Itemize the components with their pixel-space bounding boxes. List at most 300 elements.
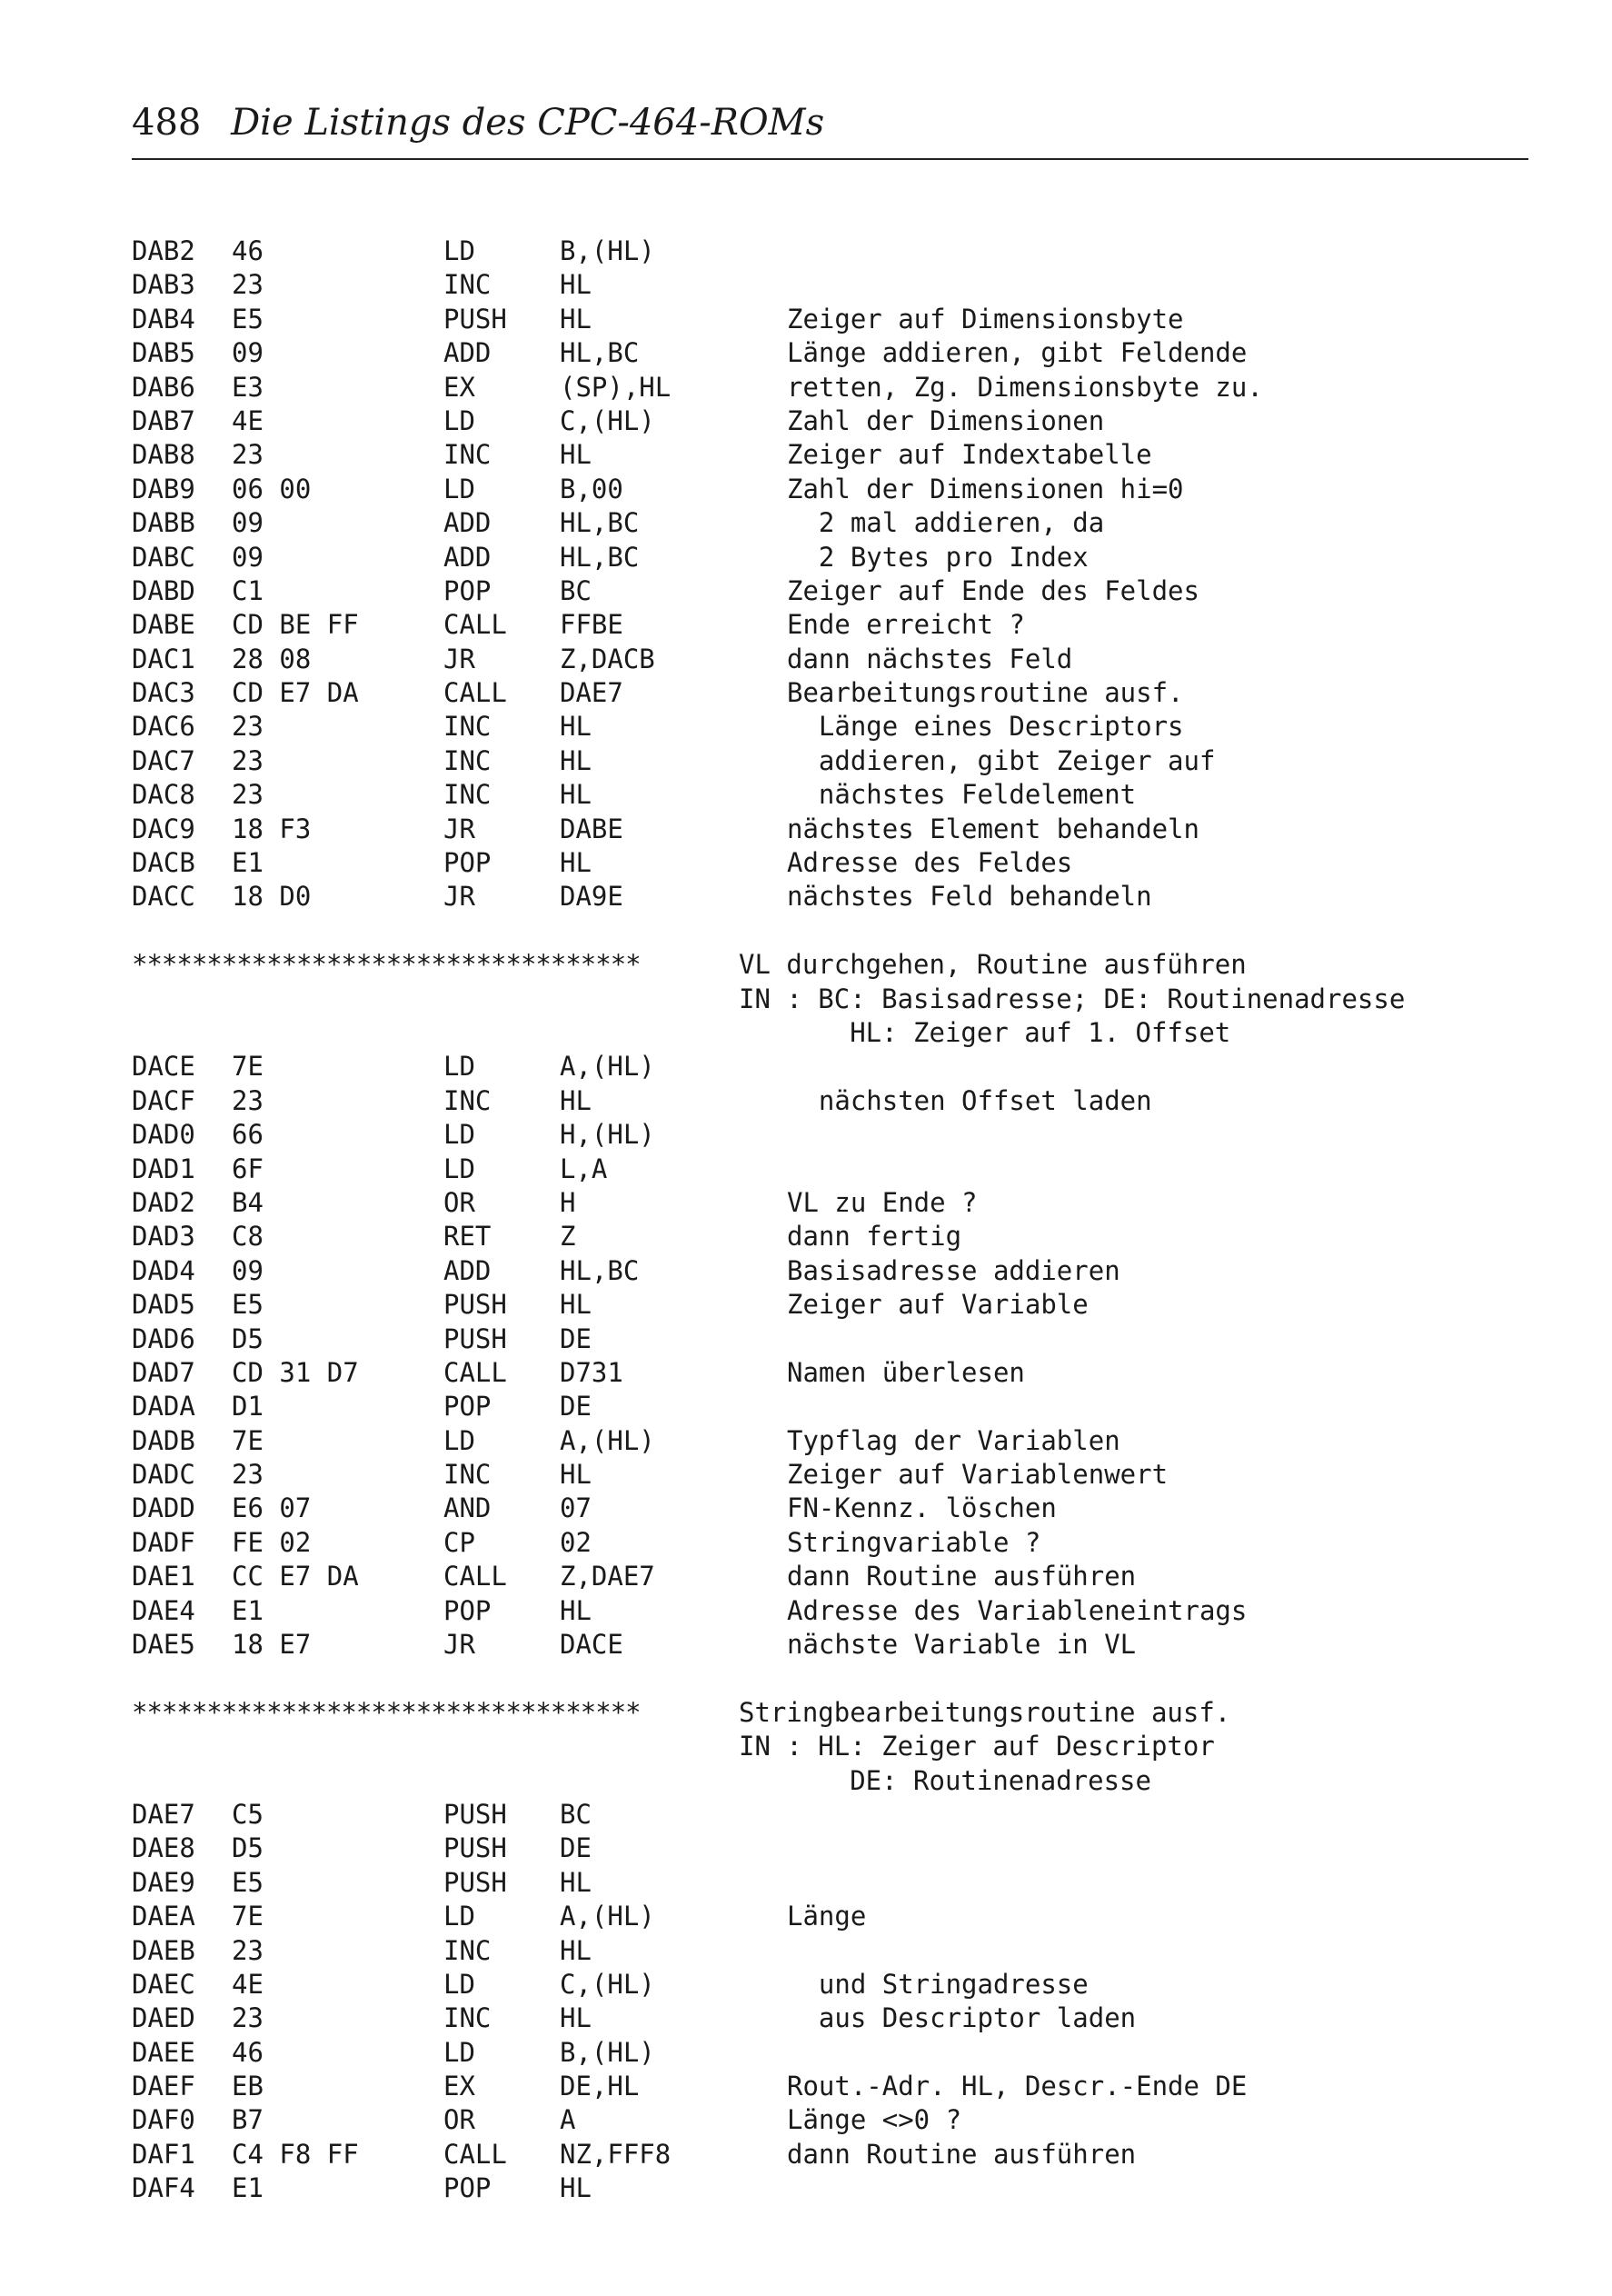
address: DAE4 <box>132 1594 195 1626</box>
address: DAC9 <box>132 813 195 844</box>
code-line <box>132 608 1549 642</box>
comment: Ende erreicht ? <box>787 609 1025 641</box>
code-line <box>132 404 1549 438</box>
operand: FFBE <box>560 609 623 641</box>
opcode-bytes: CD 31 D7 <box>232 1356 359 1388</box>
opcode-bytes: E1 <box>232 1594 264 1626</box>
address: DACE <box>132 1051 195 1083</box>
operand: 02 <box>560 1526 592 1558</box>
mnemonic: LD <box>443 1119 475 1151</box>
operand: C,(HL) <box>560 1968 655 2000</box>
opcode-bytes: D1 <box>232 1391 264 1423</box>
address: DAED <box>132 2002 195 2034</box>
opcode-bytes: 7E <box>232 1051 264 1083</box>
code-line <box>132 1832 1549 1865</box>
operand: A,(HL) <box>560 1901 655 1932</box>
operand: DE,HL <box>560 2071 640 2102</box>
address: DADF <box>132 1526 195 1558</box>
code-line <box>132 438 1549 472</box>
operand: HL <box>560 303 592 334</box>
address: DAB3 <box>132 269 195 301</box>
code-line <box>132 1153 1549 1186</box>
code-line <box>132 1084 1549 1118</box>
mnemonic: ADD <box>443 1254 492 1286</box>
opcode-bytes: FE 02 <box>232 1526 312 1558</box>
address: DAE8 <box>132 1832 195 1864</box>
comment: Zeiger auf Variable <box>787 1289 1089 1321</box>
operand: HL <box>560 2172 592 2204</box>
operand: DACE <box>560 1629 623 1661</box>
operand: L,A <box>560 1153 608 1184</box>
code-line <box>132 778 1549 812</box>
mnemonic: INC <box>443 439 492 471</box>
operand: HL <box>560 744 592 776</box>
mnemonic: PUSH <box>443 1289 507 1321</box>
opcode-bytes: 09 <box>232 507 264 539</box>
address: DABB <box>132 507 195 539</box>
opcode-bytes: 6F <box>232 1153 264 1184</box>
code-line <box>132 1594 1549 1628</box>
code-line <box>132 1323 1549 1356</box>
mnemonic: CALL <box>443 1561 507 1592</box>
section-description: Stringbearbeitungsroutine ausf. <box>739 1696 1231 1728</box>
opcode-bytes: CD E7 DA <box>232 677 359 709</box>
comment: addieren, gibt Zeiger auf <box>787 744 1216 776</box>
mnemonic: PUSH <box>443 1832 507 1864</box>
opcode-bytes: 23 <box>232 439 264 471</box>
address: DAB9 <box>132 473 195 504</box>
code-line <box>132 1424 1549 1458</box>
comment: Typflag der Variablen <box>787 1424 1120 1456</box>
comment: aus Descriptor laden <box>787 2002 1137 2034</box>
address: DAD4 <box>132 1254 195 1286</box>
mnemonic: LD <box>443 235 475 266</box>
operand: HL <box>560 2002 592 2034</box>
operand: HL <box>560 269 592 301</box>
code-line <box>132 813 1549 846</box>
mnemonic: PUSH <box>443 1798 507 1830</box>
opcode-bytes: 09 <box>232 1254 264 1286</box>
code-line <box>132 1288 1549 1322</box>
address: DABD <box>132 574 195 606</box>
operand: HL <box>560 847 592 879</box>
operand: HL <box>560 1289 592 1321</box>
operand: C,(HL) <box>560 404 655 436</box>
code-line <box>132 1526 1549 1560</box>
comment: retten, Zg. Dimensionsbyte zu. <box>787 371 1263 403</box>
code-line <box>132 643 1549 676</box>
operand: (SP),HL <box>560 371 672 403</box>
code-line <box>132 268 1549 302</box>
mnemonic: PUSH <box>443 303 507 334</box>
mnemonic: CALL <box>443 2138 507 2170</box>
mnemonic: ADD <box>443 337 492 369</box>
section-description: HL: Zeiger auf 1. Offset <box>739 1016 1231 1048</box>
opcode-bytes: 7E <box>232 1424 264 1456</box>
address: DAEE <box>132 2036 195 2068</box>
opcode-bytes: EB <box>232 2071 264 2102</box>
mnemonic: INC <box>443 269 492 301</box>
mnemonic: LD <box>443 1153 475 1184</box>
mnemonic: JR <box>443 643 475 674</box>
operand: HL <box>560 1934 592 1966</box>
operand: B,(HL) <box>560 2036 655 2068</box>
comment: Länge eines Descriptors <box>787 711 1184 743</box>
operand: NZ,FFF8 <box>560 2138 672 2170</box>
comment: dann fertig <box>787 1221 962 1253</box>
code-line <box>132 506 1549 540</box>
opcode-bytes: E3 <box>232 371 264 403</box>
comment: nächstes Feld behandeln <box>787 881 1152 913</box>
operand: HL <box>560 1594 592 1626</box>
address: DAF1 <box>132 2138 195 2170</box>
mnemonic: JR <box>443 881 475 913</box>
code-line <box>132 880 1549 913</box>
separator-stars: ********************************** <box>132 949 641 981</box>
comment: Rout.-Adr. HL, Descr.-Ende DE <box>787 2071 1248 2102</box>
section-note <box>132 983 1549 1016</box>
mnemonic: LD <box>443 1901 475 1932</box>
opcode-bytes: C5 <box>232 1798 264 1830</box>
mnemonic: POP <box>443 847 492 879</box>
comment: Zeiger auf Variablenwert <box>787 1459 1169 1491</box>
code-line <box>132 1458 1549 1492</box>
opcode-bytes: 23 <box>232 744 264 776</box>
operand: H <box>560 1186 576 1218</box>
code-line <box>132 2103 1549 2137</box>
code-line <box>132 1356 1549 1390</box>
mnemonic: LD <box>443 1424 475 1456</box>
code-line <box>132 1560 1549 1593</box>
address: DACC <box>132 881 195 913</box>
mnemonic: LD <box>443 404 475 436</box>
address: DAEA <box>132 1901 195 1932</box>
comment: Bearbeitungsroutine ausf. <box>787 677 1184 709</box>
code-line <box>132 1866 1549 1900</box>
opcode-bytes: C4 F8 FF <box>232 2138 359 2170</box>
operand: HL,BC <box>560 541 640 573</box>
mnemonic: INC <box>443 2002 492 2034</box>
spacer <box>132 914 1549 948</box>
code-line <box>132 303 1549 336</box>
comment: 2 mal addieren, da <box>787 507 1105 539</box>
mnemonic: INC <box>443 1459 492 1491</box>
code-line <box>132 574 1549 608</box>
address: DAC8 <box>132 779 195 811</box>
comment: Basisadresse addieren <box>787 1254 1120 1286</box>
code-line <box>132 2138 1549 2171</box>
operand: HL <box>560 1866 592 1898</box>
comment: Zeiger auf Dimensionsbyte <box>787 303 1184 334</box>
mnemonic: INC <box>443 711 492 743</box>
mnemonic: CP <box>443 1526 475 1558</box>
address: DAE5 <box>132 1629 195 1661</box>
code-line <box>132 1628 1549 1662</box>
mnemonic: INC <box>443 779 492 811</box>
section-description: IN : BC: Basisadresse; DE: Routinenadresse <box>739 983 1406 1014</box>
operand: DE <box>560 1323 592 1354</box>
code-line <box>132 2002 1549 2035</box>
operand: A,(HL) <box>560 1051 655 1083</box>
operand: B,(HL) <box>560 235 655 266</box>
separator-stars: ********************************** <box>132 1696 641 1728</box>
code-line <box>132 1900 1549 1933</box>
opcode-bytes: E5 <box>232 1289 264 1321</box>
operand: HL <box>560 779 592 811</box>
mnemonic: CALL <box>443 609 507 641</box>
comment: Stringvariable ? <box>787 1526 1041 1558</box>
comment: Länge <box>787 1901 867 1932</box>
mnemonic: INC <box>443 1934 492 1966</box>
address: DADC <box>132 1459 195 1491</box>
section-note <box>132 1730 1549 1763</box>
mnemonic: ADD <box>443 541 492 573</box>
address: DAE9 <box>132 1866 195 1898</box>
operand: DE <box>560 1832 592 1864</box>
comment: dann Routine ausführen <box>787 2138 1137 2170</box>
address: DAB7 <box>132 404 195 436</box>
address: DAEC <box>132 1968 195 2000</box>
mnemonic: LD <box>443 1968 475 2000</box>
assembly-listing <box>132 235 1549 2206</box>
code-line <box>132 336 1549 370</box>
section-separator <box>132 948 1549 982</box>
address: DAF0 <box>132 2104 195 2136</box>
opcode-bytes: 23 <box>232 1934 264 1966</box>
address: DAD1 <box>132 1153 195 1184</box>
address: DAC7 <box>132 744 195 776</box>
address: DAE1 <box>132 1561 195 1592</box>
address: DAC1 <box>132 643 195 674</box>
code-line <box>132 2070 1549 2103</box>
address: DAB2 <box>132 235 195 266</box>
code-line <box>132 235 1549 268</box>
comment: dann Routine ausführen <box>787 1561 1137 1592</box>
mnemonic: CALL <box>443 677 507 709</box>
comment: Länge addieren, gibt Feldende <box>787 337 1248 369</box>
operand: B,00 <box>560 473 623 504</box>
comment: nächstes Element behandeln <box>787 813 1199 844</box>
mnemonic: PUSH <box>443 1323 507 1354</box>
mnemonic: POP <box>443 1594 492 1626</box>
comment: dann nächstes Feld <box>787 643 1073 674</box>
address: DAEF <box>132 2071 195 2102</box>
opcode-bytes: E5 <box>232 1866 264 1898</box>
comment: nächsten Offset laden <box>787 1084 1152 1116</box>
address: DAE7 <box>132 1798 195 1830</box>
opcode-bytes: B4 <box>232 1186 264 1218</box>
operand: A <box>560 2104 576 2136</box>
operand: HL <box>560 1459 592 1491</box>
opcode-bytes: B7 <box>232 2104 264 2136</box>
comment: Zahl der Dimensionen hi=0 <box>787 473 1184 504</box>
mnemonic: POP <box>443 574 492 606</box>
opcode-bytes: E6 07 <box>232 1492 312 1524</box>
code-line <box>132 1186 1549 1220</box>
address: DAEB <box>132 1934 195 1966</box>
operand: DAE7 <box>560 677 623 709</box>
operand: HL,BC <box>560 507 640 539</box>
opcode-bytes: 23 <box>232 1459 264 1491</box>
section-description: VL durchgehen, Routine ausführen <box>739 949 1247 981</box>
mnemonic: INC <box>443 744 492 776</box>
mnemonic: CALL <box>443 1356 507 1388</box>
code-line <box>132 1050 1549 1083</box>
section-note <box>132 1764 1549 1798</box>
address: DABE <box>132 609 195 641</box>
mnemonic: POP <box>443 2172 492 2204</box>
address: DAB5 <box>132 337 195 369</box>
address: DACF <box>132 1084 195 1116</box>
page-number: 488 <box>132 102 202 144</box>
operand: BC <box>560 574 592 606</box>
mnemonic: POP <box>443 1391 492 1423</box>
mnemonic: AND <box>443 1492 492 1524</box>
address: DAD0 <box>132 1119 195 1151</box>
section-note <box>132 1016 1549 1050</box>
comment: 2 Bytes pro Index <box>787 541 1089 573</box>
page-header <box>132 102 824 144</box>
operand: HL <box>560 711 592 743</box>
mnemonic: INC <box>443 1084 492 1116</box>
comment: Adresse des Feldes <box>787 847 1073 879</box>
code-line <box>132 846 1549 880</box>
operand: Z,DAE7 <box>560 1561 655 1592</box>
opcode-bytes: 4E <box>232 1968 264 2000</box>
code-line <box>132 1220 1549 1253</box>
address: DADB <box>132 1424 195 1456</box>
comment: Länge <>0 ? <box>787 2104 962 2136</box>
opcode-bytes: D5 <box>232 1832 264 1864</box>
mnemonic: LD <box>443 2036 475 2068</box>
address: DAB6 <box>132 371 195 403</box>
code-line <box>132 710 1549 744</box>
opcode-bytes: 28 08 <box>232 643 312 674</box>
opcode-bytes: 7E <box>232 1901 264 1932</box>
opcode-bytes: 09 <box>232 541 264 573</box>
address: DAD7 <box>132 1356 195 1388</box>
operand: 07 <box>560 1492 592 1524</box>
opcode-bytes: 4E <box>232 404 264 436</box>
address: DAC6 <box>132 711 195 743</box>
mnemonic: LD <box>443 473 475 504</box>
code-line <box>132 676 1549 710</box>
mnemonic: ADD <box>443 507 492 539</box>
mnemonic: OR <box>443 1186 475 1218</box>
operand: D731 <box>560 1356 623 1388</box>
mnemonic: JR <box>443 813 475 844</box>
comment: und Stringadresse <box>787 1968 1089 2000</box>
opcode-bytes: 09 <box>232 337 264 369</box>
code-line <box>132 2171 1549 2205</box>
code-line <box>132 1798 1549 1832</box>
mnemonic: RET <box>443 1221 492 1253</box>
header-rule <box>132 158 1528 160</box>
comment: Zeiger auf Ende des Feldes <box>787 574 1199 606</box>
comment: nächste Variable in VL <box>787 1629 1137 1661</box>
address: DAB8 <box>132 439 195 471</box>
mnemonic: JR <box>443 1629 475 1661</box>
code-line <box>132 1492 1549 1525</box>
mnemonic: EX <box>443 371 475 403</box>
comment: Zahl der Dimensionen <box>787 404 1105 436</box>
comment: nächstes Feldelement <box>787 779 1137 811</box>
opcode-bytes: 46 <box>232 2036 264 2068</box>
code-line <box>132 1254 1549 1288</box>
opcode-bytes: 23 <box>232 779 264 811</box>
comment: FN-Kennz. löschen <box>787 1492 1057 1524</box>
comment: Adresse des Variableneintrags <box>787 1594 1248 1626</box>
address: DAF4 <box>132 2172 195 2204</box>
address: DADA <box>132 1391 195 1423</box>
address: DAD2 <box>132 1186 195 1218</box>
opcode-bytes: D5 <box>232 1323 264 1354</box>
operand: Z,DACB <box>560 643 655 674</box>
operand: BC <box>560 1798 592 1830</box>
opcode-bytes: 46 <box>232 235 264 266</box>
code-line <box>132 1390 1549 1423</box>
opcode-bytes: E1 <box>232 2172 264 2204</box>
mnemonic: PUSH <box>443 1866 507 1898</box>
opcode-bytes: 23 <box>232 269 264 301</box>
comment: Zeiger auf Indextabelle <box>787 439 1152 471</box>
operand: DA9E <box>560 881 623 913</box>
address: DACB <box>132 847 195 879</box>
code-line <box>132 1118 1549 1152</box>
operand: DE <box>560 1391 592 1423</box>
opcode-bytes: 06 00 <box>232 473 312 504</box>
comment: VL zu Ende ? <box>787 1186 978 1218</box>
opcode-bytes: E1 <box>232 847 264 879</box>
opcode-bytes: 23 <box>232 2002 264 2034</box>
section-separator <box>132 1696 1549 1730</box>
opcode-bytes: 18 D0 <box>232 881 312 913</box>
mnemonic: LD <box>443 1051 475 1083</box>
address: DAD5 <box>132 1289 195 1321</box>
opcode-bytes: C1 <box>232 574 264 606</box>
page-title: Die Listings des CPC-464-ROMs <box>231 102 825 144</box>
section-description: IN : HL: Zeiger auf Descriptor <box>739 1731 1215 1762</box>
operand: Z <box>560 1221 576 1253</box>
spacer <box>132 1662 1549 1695</box>
operand: HL <box>560 1084 592 1116</box>
opcode-bytes: 18 F3 <box>232 813 312 844</box>
mnemonic: EX <box>443 2071 475 2102</box>
address: DAD3 <box>132 1221 195 1253</box>
code-line <box>132 1968 1549 2002</box>
opcode-bytes: 23 <box>232 1084 264 1116</box>
code-line <box>132 744 1549 778</box>
comment: Namen überlesen <box>787 1356 1025 1388</box>
operand: DABE <box>560 813 623 844</box>
opcode-bytes: 66 <box>232 1119 264 1151</box>
address: DAD6 <box>132 1323 195 1354</box>
address: DAB4 <box>132 303 195 334</box>
opcode-bytes: C8 <box>232 1221 264 1253</box>
opcode-bytes: CD BE FF <box>232 609 359 641</box>
code-line <box>132 541 1549 574</box>
opcode-bytes: CC E7 DA <box>232 1561 359 1592</box>
operand: HL <box>560 439 592 471</box>
opcode-bytes: 18 E7 <box>232 1629 312 1661</box>
code-line <box>132 473 1549 506</box>
code-line <box>132 371 1549 404</box>
address: DADD <box>132 1492 195 1524</box>
code-line <box>132 2036 1549 2070</box>
mnemonic: OR <box>443 2104 475 2136</box>
operand: HL,BC <box>560 1254 640 1286</box>
code-line <box>132 1934 1549 1968</box>
